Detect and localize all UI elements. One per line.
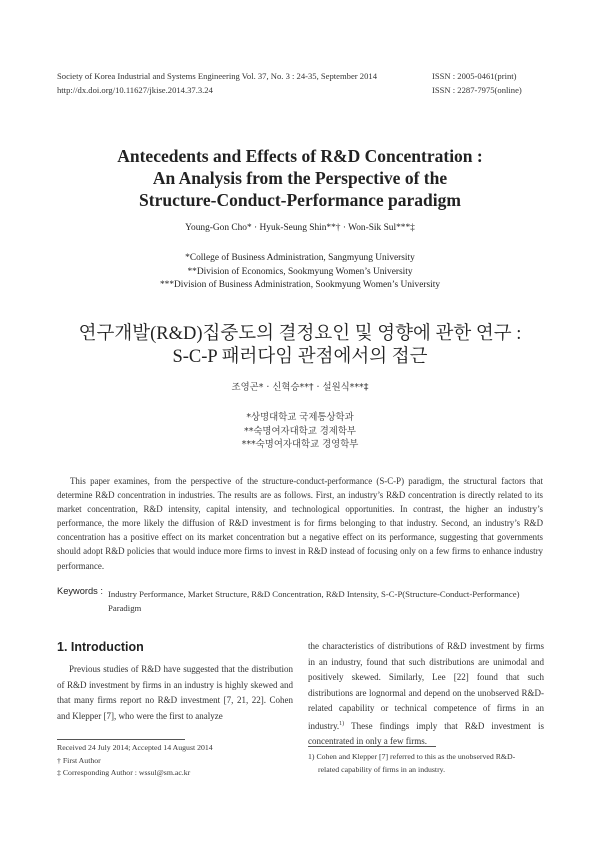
first-author-note: † First Author [57, 755, 101, 765]
english-title-line-2: An Analysis from the Perspective of the [152, 168, 448, 188]
affiliations-korean [0, 411, 600, 452]
footnote-marker[interactable]: 1) [339, 720, 345, 727]
left-column-text [57, 662, 293, 724]
english-title-line-3: Structure-Conduct-Performance paradigm [139, 190, 461, 210]
section-heading: 1. Introduction [57, 640, 144, 654]
footnote-divider-left [57, 739, 185, 740]
footnote-divider-right [308, 746, 436, 747]
abstract [57, 474, 543, 573]
footnotes-left [57, 742, 293, 780]
affiliation-en-1: *College of Business Administration, Sangmyung University [185, 253, 415, 263]
intro-paragraph-right-1: the characteristics of distributions of R&D investment by firms in an industry, found that such distributions are unimodal and positively skewed. Similarly, Lee [22] found that such distributions are lognormal and depend on the unobserved R&D-related capability or technical competence of firms in an industry. [308, 641, 544, 731]
footnote-1-line-1: 1) Cohen and Klepper [7] referred to this as the unobserved R&D- [308, 752, 516, 761]
footnote-1-line-2: related capability of firms in an industry. [318, 764, 446, 774]
english-title-line-1: Antecedents and Effects of R&D Concentration : [117, 146, 483, 166]
issn-online: ISSN : 2287-7975(online) [432, 85, 522, 95]
doi-link[interactable]: http://dx.doi.org/10.11627/jkise.2014.37.3.24 [57, 85, 213, 95]
keywords-line-1: Industry Performance, Market Structure, R&D Concentration, R&D Intensity, S-C-P(Structure-Conduct-Performance) [108, 589, 520, 599]
korean-title-line-1: 연구개발(R&D)집중도의 결정요인 및 영향에 관한 연구 : [78, 324, 522, 344]
affiliation-en-2: **Division of Economics, Sookmyung Women’s University [187, 266, 413, 277]
affiliation-ko-3: ***숙명여자대학교 경영학부 [241, 439, 359, 450]
issn-print: ISSN : 2005-0461(print) [432, 71, 517, 81]
intro-paragraph-left: Previous studies of R&D have suggested that the distribution of R&D investment by firms in an industry is highly skewed and that many firms report no R&D investment [7, 21, 22]. Cohen and Klepper [7], who were the first to analyze [57, 664, 293, 721]
korean-title [0, 323, 600, 369]
received-dates: Received 24 July 2014; Accepted 14 August 2014 [57, 743, 213, 752]
authors-english: Young-Gon Cho* · Hyuk-Seung Shin**† · Won-Sik Sul***‡ [185, 223, 415, 233]
korean-title-line-2: S-C-P 패러다임 관점에서의 접근 [172, 347, 428, 367]
footnote-right [308, 751, 548, 776]
keywords-label: Keywords : [57, 586, 103, 596]
keywords-line-2: Paradigm [108, 603, 142, 613]
right-column-text [308, 639, 544, 750]
keywords-list [108, 587, 548, 615]
affiliation-ko-1: *상명대학교 국제통상학과 [246, 412, 354, 423]
affiliation-ko-2: **숙명여자대학교 경제학부 [244, 425, 356, 437]
affiliations-english [0, 252, 600, 293]
journal-citation: Society of Korea Industrial and Systems Engineering Vol. 37, No. 3 : 24-35, September 2014 [57, 71, 377, 81]
corresponding-author-note: ‡ Corresponding Author : wssul@sm.ac.kr [57, 768, 191, 778]
authors-korean: 조영곤* · 신혁승**† · 설원식***‡ [231, 382, 369, 393]
affiliation-en-3: ***Division of Business Administration, Sookmyung Women’s University [159, 280, 441, 290]
english-title [0, 145, 600, 211]
abstract-text: This paper examines, from the perspective of the structure-conduct-performance (S-C-P) paradigm, the structural factors that determine R&D concentration in industries. The results are as follows. First, an industry’s R&D concentration is directly related to its market concentration, R&D intensity, capital intensity, and technological opportunities. In contrast, the higher an industry’s performance, the more likely the diffusion of R&D investment is for firms belonging to that industry. Second, an industry’s R&D concentration has a positive effect on its market concentration but a negative effect on its performance, suggesting that governments should adopt R&D policies that would induce more firms to invest in R&D instead of focusing only on a few firms to enhance industry performance. [57, 476, 543, 571]
intro-paragraph-right-2: These findings imply that R&D investment is concentrated in only a few firms. [308, 720, 544, 746]
